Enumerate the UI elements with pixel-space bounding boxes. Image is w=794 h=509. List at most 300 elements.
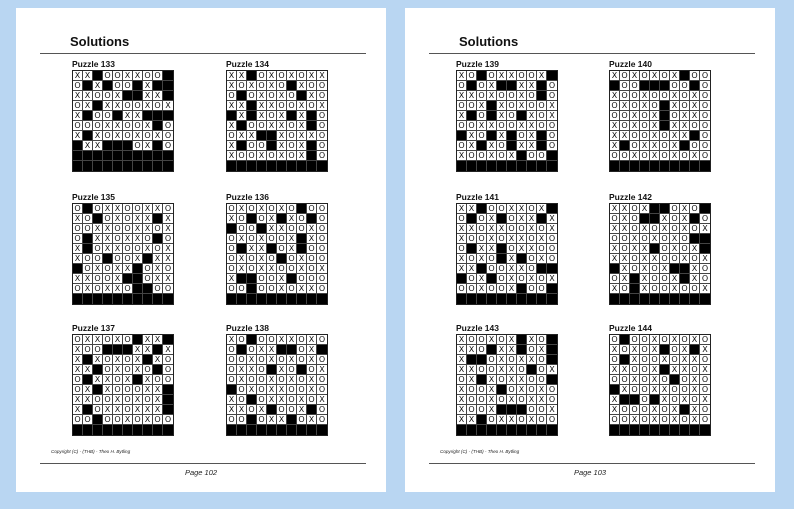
- grid-cell-o: O: [701, 71, 709, 80]
- grid-cell-o: O: [467, 385, 477, 395]
- grid-cell-o: O: [318, 355, 326, 364]
- grid-cell-o: O: [507, 355, 517, 365]
- grid-cell-x: X: [457, 234, 467, 244]
- grid-cell-o: O: [537, 405, 547, 415]
- grid-cell-black: [497, 405, 507, 415]
- grid-cell-x: X: [690, 355, 700, 365]
- grid-cell-x: X: [73, 111, 83, 121]
- grid-cell-black: [143, 161, 153, 171]
- grid-cell-x: X: [497, 131, 507, 141]
- grid-cell-x: X: [527, 335, 537, 345]
- grid-cell-black: [247, 284, 257, 294]
- grid-cell-x: X: [257, 111, 267, 121]
- grid-cell-o: O: [297, 274, 307, 284]
- footer-rule: [429, 463, 755, 464]
- grid-cell-black: [307, 161, 317, 171]
- grid-cell-o: O: [73, 224, 83, 234]
- grid-cell-x: X: [93, 141, 103, 151]
- grid-cell-x: X: [307, 385, 317, 395]
- grid-cell-o: O: [527, 234, 537, 244]
- grid-cell-x: X: [267, 101, 277, 111]
- grid-cell-o: O: [640, 355, 650, 365]
- grid-cell-o: O: [227, 204, 237, 214]
- grid-cell-black: [93, 151, 103, 161]
- grid-cell-x: X: [457, 355, 467, 365]
- grid-cell-black: [247, 415, 257, 425]
- puzzle-title: Puzzle 137: [72, 323, 115, 333]
- grid-cell-o: O: [527, 264, 537, 274]
- grid-cell-black: [247, 111, 257, 121]
- grid-cell-black: [287, 274, 297, 284]
- grid-cell-o: O: [237, 395, 247, 405]
- grid-cell-x: X: [83, 365, 93, 375]
- grid-cell-x: X: [307, 335, 317, 345]
- grid-cell-o: O: [237, 214, 247, 224]
- puzzle-block: [456, 192, 558, 305]
- grid-cell-black: [317, 425, 327, 435]
- grid-cell-x: X: [113, 91, 123, 101]
- grid-cell-black: [660, 111, 670, 121]
- grid-cell-black: [93, 385, 103, 395]
- grid-cell-o: O: [83, 224, 93, 234]
- grid-cell-x: X: [680, 204, 690, 214]
- grid-cell-black: [537, 294, 547, 304]
- grid-cell-x: X: [670, 405, 680, 415]
- grid-cell-o: O: [630, 405, 640, 415]
- grid-cell-x: X: [103, 234, 113, 244]
- grid-cell-x: X: [133, 395, 143, 405]
- grid-cell-black: [537, 425, 547, 435]
- grid-cell-x: X: [133, 131, 143, 141]
- grid-cell-black: [660, 345, 670, 355]
- grid-cell-o: O: [701, 111, 709, 120]
- grid-cell-o: O: [318, 141, 326, 150]
- grid-cell-x: X: [517, 214, 527, 224]
- grid-cell-o: O: [123, 365, 133, 375]
- grid-cell-o: O: [113, 375, 123, 385]
- grid-cell-black: [143, 355, 153, 365]
- grid-cell-o: O: [143, 234, 153, 244]
- grid-cell-o: O: [620, 375, 630, 385]
- grid-cell-black: [517, 111, 527, 121]
- grid-cell-black: [467, 244, 477, 254]
- grid-cell-x: X: [477, 274, 487, 284]
- grid-cell-black: [153, 121, 163, 131]
- grid-cell-o: O: [487, 355, 497, 365]
- grid-cell-x: X: [680, 365, 690, 375]
- grid-cell-o: O: [113, 415, 123, 425]
- grid-cell-x: X: [287, 214, 297, 224]
- grid-cell-x: X: [527, 355, 537, 365]
- grid-cell-x: X: [93, 81, 103, 91]
- grid-cell-x: X: [507, 204, 517, 214]
- grid-cell-x: X: [487, 385, 497, 395]
- grid-cell-x: X: [163, 345, 173, 355]
- grid-cell-black: [247, 335, 257, 345]
- grid-cell-black: [277, 214, 287, 224]
- grid-cell-black: [467, 294, 477, 304]
- grid-cell-o: O: [537, 365, 547, 375]
- grid-cell-x: X: [517, 204, 527, 214]
- grid-cell-o: O: [318, 254, 326, 263]
- grid-cell-x: X: [297, 264, 307, 274]
- grid-cell-o: O: [227, 365, 237, 375]
- grid-cell-o: O: [123, 121, 133, 131]
- grid-cell-x: X: [680, 395, 690, 405]
- grid-cell-x: X: [517, 101, 527, 111]
- grid-cell-x: X: [307, 71, 317, 81]
- grid-cell-o: O: [537, 335, 547, 345]
- grid-cell-o: O: [123, 81, 133, 91]
- grid-cell-o: O: [477, 111, 487, 121]
- grid-cell-o: O: [227, 415, 237, 425]
- grid-cell-o: O: [318, 131, 326, 140]
- grid-cell-o: O: [650, 224, 660, 234]
- grid-cell-o: O: [640, 111, 650, 121]
- grid-cell-x: X: [497, 415, 507, 425]
- grid-cell-o: O: [650, 101, 660, 111]
- grid-cell-o: O: [297, 415, 307, 425]
- grid-cell-black: [700, 244, 710, 254]
- grid-cell-o: O: [537, 375, 547, 385]
- grid-cell-o: O: [307, 395, 317, 405]
- grid-cell-x: X: [507, 345, 517, 355]
- grid-cell-o: O: [548, 254, 556, 263]
- grid-cell-o: O: [640, 385, 650, 395]
- grid-cell-x: X: [257, 405, 267, 415]
- grid-cell-x: X: [680, 355, 690, 365]
- grid-cell-black: [247, 214, 257, 224]
- grid-cell-x: X: [113, 274, 123, 284]
- grid-cell-black: [487, 345, 497, 355]
- grid-cell-x: X: [650, 71, 660, 81]
- grid-cell-black: [247, 71, 257, 81]
- grid-cell-black: [133, 151, 143, 161]
- grid-cell-x: X: [133, 365, 143, 375]
- grid-cell-o: O: [123, 385, 133, 395]
- grid-cell-o: O: [153, 244, 163, 254]
- grid-cell-o: O: [93, 274, 103, 284]
- grid-cell-o: O: [123, 355, 133, 365]
- grid-cell-black: [700, 204, 710, 214]
- grid-cell-o: O: [133, 385, 143, 395]
- grid-cell-x: X: [113, 395, 123, 405]
- grid-cell-o: O: [257, 335, 267, 345]
- grid-cell-x: X: [670, 335, 680, 345]
- grid-cell-o: O: [83, 345, 93, 355]
- grid-cell-x: X: [640, 244, 650, 254]
- grid-cell-black: [237, 161, 247, 171]
- grid-cell-o: O: [487, 264, 497, 274]
- grid-cell-black: [487, 131, 497, 141]
- grid-cell-o: O: [227, 234, 237, 244]
- grid-cell-o: O: [650, 355, 660, 365]
- grid-cell-o: O: [113, 385, 123, 395]
- grid-cell-black: [267, 244, 277, 254]
- grid-cell-x: X: [457, 224, 467, 234]
- grid-cell-black: [227, 385, 237, 395]
- grid-cell-o: O: [227, 345, 237, 355]
- grid-cell-o: O: [457, 121, 467, 131]
- grid-cell-o: O: [257, 415, 267, 425]
- grid-cell-x: X: [317, 264, 327, 274]
- grid-cell-x: X: [277, 91, 287, 101]
- grid-cell-x: X: [507, 254, 517, 264]
- grid-cell-o: O: [153, 71, 163, 81]
- grid-cell-black: [630, 294, 640, 304]
- grid-cell-black: [267, 425, 277, 435]
- grid-cell-black: [143, 284, 153, 294]
- grid-cell-x: X: [227, 81, 237, 91]
- grid-cell-o: O: [610, 415, 620, 425]
- grid-cell-black: [287, 161, 297, 171]
- grid-cell-o: O: [164, 365, 172, 374]
- grid-cell-x: X: [153, 254, 163, 264]
- grid-cell-o: O: [548, 234, 556, 243]
- puzzle-block: [72, 323, 174, 436]
- grid-cell-x: X: [237, 101, 247, 111]
- grid-cell-black: [163, 111, 173, 121]
- grid-cell-o: O: [487, 284, 497, 294]
- grid-cell-black: [527, 161, 537, 171]
- grid-cell-black: [467, 214, 477, 224]
- grid-cell-black: [277, 254, 287, 264]
- page-heading: Solutions: [459, 34, 519, 49]
- grid-cell-x: X: [467, 415, 477, 425]
- grid-cell-x: X: [113, 264, 123, 274]
- grid-cell-x: X: [670, 141, 680, 151]
- grid-cell-o: O: [660, 244, 670, 254]
- grid-cell-x: X: [73, 214, 83, 224]
- grid-cell-o: O: [133, 141, 143, 151]
- puzzle-grid: [226, 70, 328, 172]
- grid-cell-black: [267, 131, 277, 141]
- grid-cell-o: O: [548, 81, 556, 90]
- grid-cell-black: [277, 294, 287, 304]
- grid-cell-o: O: [660, 254, 670, 264]
- grid-cell-x: X: [257, 264, 267, 274]
- grid-cell-o: O: [73, 284, 83, 294]
- grid-cell-black: [103, 294, 113, 304]
- grid-cell-o: O: [527, 345, 537, 355]
- grid-cell-x: X: [620, 264, 630, 274]
- grid-cell-o: O: [680, 234, 690, 244]
- grid-cell-o: O: [660, 141, 670, 151]
- grid-cell-black: [507, 425, 517, 435]
- grid-cell-o: O: [701, 151, 709, 160]
- grid-cell-x: X: [287, 355, 297, 365]
- grid-cell-black: [680, 425, 690, 435]
- grid-cell-o: O: [527, 385, 537, 395]
- grid-cell-o: O: [113, 71, 123, 81]
- copyright-notice: Copyright (C) - (THB) - Theo H. Bytling: [440, 449, 520, 454]
- grid-cell-black: [610, 81, 620, 91]
- grid-cell-x: X: [537, 395, 547, 405]
- grid-cell-o: O: [477, 91, 487, 101]
- grid-cell-o: O: [307, 204, 317, 214]
- grid-cell-x: X: [113, 131, 123, 141]
- grid-cell-o: O: [507, 385, 517, 395]
- grid-cell-black: [487, 101, 497, 111]
- grid-cell-o: O: [123, 204, 133, 214]
- grid-cell-black: [103, 81, 113, 91]
- grid-cell-o: O: [527, 151, 537, 161]
- grid-cell-o: O: [630, 264, 640, 274]
- grid-cell-black: [477, 415, 487, 425]
- grid-cell-o: O: [267, 274, 277, 284]
- grid-cell-black: [317, 294, 327, 304]
- grid-cell-x: X: [537, 345, 547, 355]
- grid-cell-x: X: [630, 121, 640, 131]
- puzzle-block: [456, 59, 558, 172]
- puzzle-title: Puzzle 141: [456, 192, 499, 202]
- grid-cell-black: [690, 294, 700, 304]
- grid-cell-o: O: [153, 101, 163, 111]
- grid-cell-x: X: [620, 204, 630, 214]
- grid-cell-x: X: [690, 151, 700, 161]
- header-rule: [40, 53, 366, 54]
- grid-cell-x: X: [307, 131, 317, 141]
- grid-cell-o: O: [297, 335, 307, 345]
- grid-cell-x: X: [163, 244, 173, 254]
- grid-cell-o: O: [277, 234, 287, 244]
- grid-cell-o: O: [113, 81, 123, 91]
- grid-cell-x: X: [237, 254, 247, 264]
- grid-cell-x: X: [123, 111, 133, 121]
- grid-cell-black: [297, 234, 307, 244]
- grid-cell-black: [630, 284, 640, 294]
- grid-cell-o: O: [690, 395, 700, 405]
- grid-cell-x: X: [620, 365, 630, 375]
- grid-cell-x: X: [277, 111, 287, 121]
- grid-cell-black: [227, 294, 237, 304]
- grid-cell-black: [660, 101, 670, 111]
- grid-cell-o: O: [537, 101, 547, 111]
- grid-cell-x: X: [83, 284, 93, 294]
- grid-cell-o: O: [487, 71, 497, 81]
- grid-cell-x: X: [610, 71, 620, 81]
- grid-cell-x: X: [680, 224, 690, 234]
- grid-cell-black: [507, 161, 517, 171]
- grid-cell-black: [267, 365, 277, 375]
- grid-cell-o: O: [247, 264, 257, 274]
- grid-cell-o: O: [73, 81, 83, 91]
- grid-cell-o: O: [103, 131, 113, 141]
- grid-cell-o: O: [297, 345, 307, 355]
- grid-cell-black: [660, 161, 670, 171]
- grid-cell-o: O: [537, 274, 547, 284]
- grid-cell-x: X: [537, 234, 547, 244]
- grid-cell-o: O: [297, 71, 307, 81]
- grid-cell-x: X: [237, 71, 247, 81]
- grid-cell-x: X: [690, 415, 700, 425]
- grid-cell-x: X: [680, 345, 690, 355]
- grid-cell-o: O: [497, 91, 507, 101]
- grid-cell-o: O: [257, 284, 267, 294]
- grid-cell-o: O: [318, 81, 326, 90]
- grid-cell-black: [83, 161, 93, 171]
- grid-cell-x: X: [660, 355, 670, 365]
- grid-cell-black: [257, 224, 267, 234]
- grid-cell-o: O: [73, 204, 83, 214]
- grid-cell-x: X: [487, 224, 497, 234]
- grid-cell-x: X: [650, 254, 660, 264]
- grid-cell-black: [277, 161, 287, 171]
- grid-cell-black: [123, 161, 133, 171]
- grid-cell-o: O: [660, 405, 670, 415]
- grid-cell-x: X: [457, 71, 467, 81]
- grid-cell-o: O: [701, 385, 709, 394]
- grid-cell-x: X: [227, 121, 237, 131]
- grid-cell-black: [507, 131, 517, 141]
- grid-cell-black: [307, 121, 317, 131]
- grid-cell-x: X: [620, 131, 630, 141]
- grid-cell-x: X: [307, 345, 317, 355]
- grid-cell-x: X: [93, 355, 103, 365]
- grid-cell-black: [247, 294, 257, 304]
- grid-cell-black: [660, 365, 670, 375]
- grid-cell-x: X: [527, 141, 537, 151]
- grid-cell-x: X: [507, 415, 517, 425]
- grid-cell-o: O: [73, 415, 83, 425]
- grid-cell-o: O: [237, 385, 247, 395]
- grid-cell-x: X: [620, 214, 630, 224]
- grid-cell-x: X: [83, 395, 93, 405]
- puzzle-grid: [609, 70, 711, 172]
- grid-cell-o: O: [670, 224, 680, 234]
- grid-cell-x: X: [277, 131, 287, 141]
- grid-cell-x: X: [227, 151, 237, 161]
- grid-cell-x: X: [497, 71, 507, 81]
- grid-cell-x: X: [237, 264, 247, 274]
- grid-cell-o: O: [497, 204, 507, 214]
- grid-cell-x: X: [113, 355, 123, 365]
- grid-cell-black: [690, 425, 700, 435]
- puzzle-title: Puzzle 142: [609, 192, 652, 202]
- grid-cell-o: O: [123, 254, 133, 264]
- grid-cell-x: X: [267, 415, 277, 425]
- grid-cell-black: [537, 161, 547, 171]
- grid-cell-black: [620, 425, 630, 435]
- grid-cell-o: O: [548, 121, 556, 130]
- grid-cell-x: X: [700, 224, 710, 234]
- grid-cell-black: [227, 161, 237, 171]
- grid-cell-x: X: [227, 71, 237, 81]
- grid-cell-x: X: [457, 385, 467, 395]
- grid-cell-o: O: [660, 335, 670, 345]
- grid-cell-black: [620, 395, 630, 405]
- grid-cell-x: X: [317, 365, 327, 375]
- grid-cell-o: O: [257, 81, 267, 91]
- grid-cell-o: O: [318, 151, 326, 160]
- puzzle-block: [609, 59, 711, 172]
- grid-cell-o: O: [527, 375, 537, 385]
- grid-cell-x: X: [83, 71, 93, 81]
- grid-cell-black: [133, 425, 143, 435]
- grid-cell-x: X: [257, 254, 267, 264]
- grid-cell-x: X: [297, 131, 307, 141]
- grid-cell-black: [83, 375, 93, 385]
- grid-cell-o: O: [123, 335, 133, 345]
- grid-cell-o: O: [467, 335, 477, 345]
- grid-cell-o: O: [630, 365, 640, 375]
- grid-cell-x: X: [507, 274, 517, 284]
- puzzle-title: Puzzle 140: [609, 59, 652, 69]
- puzzle-grid: [609, 334, 711, 436]
- grid-cell-o: O: [103, 335, 113, 345]
- grid-cell-black: [680, 274, 690, 284]
- grid-cell-x: X: [163, 214, 173, 224]
